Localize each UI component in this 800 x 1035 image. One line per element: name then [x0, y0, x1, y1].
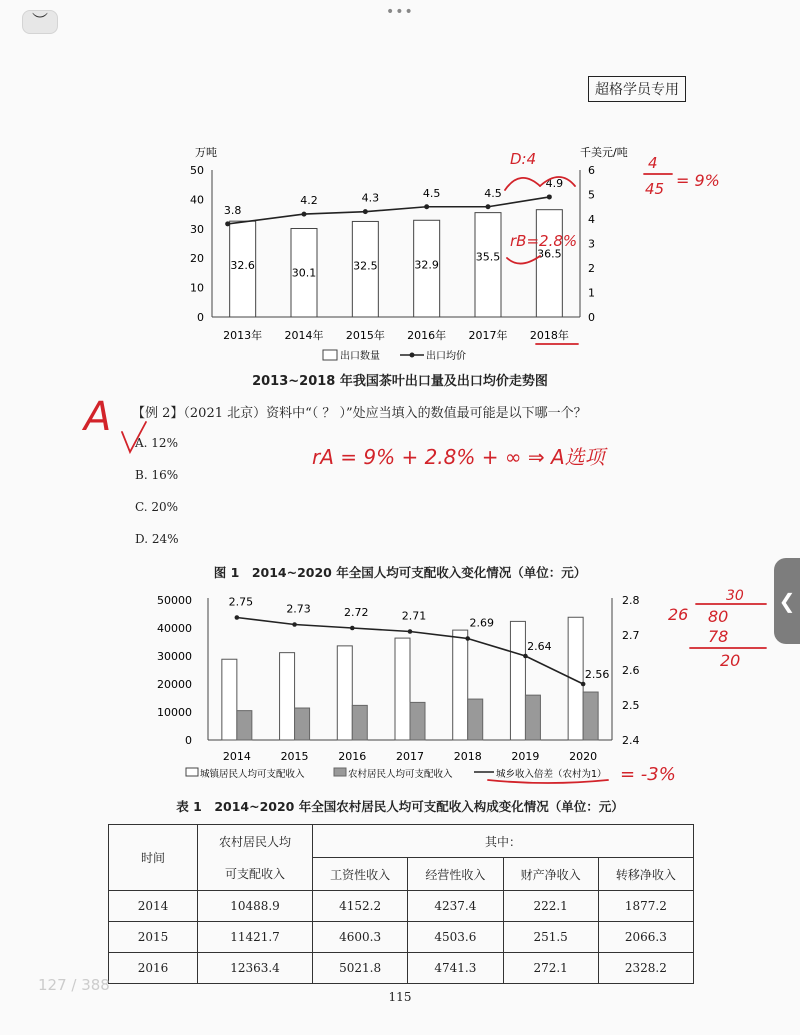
right-tick-label: 1 — [588, 286, 595, 300]
note-div-q: 30 — [726, 588, 744, 604]
note-div-s: 78 — [708, 627, 729, 646]
option-d[interactable]: D. 24% — [135, 532, 179, 546]
left-tick-label: 20 — [190, 252, 204, 266]
cell: 272.1 — [503, 953, 598, 984]
header-total-1: 农村居民人均 — [198, 825, 313, 858]
x-tick-label: 2018 — [453, 750, 482, 763]
x-tick-label: 2015 — [280, 750, 309, 763]
line-point — [424, 204, 429, 209]
bar-export-volume — [475, 213, 501, 317]
right-unit: 千美元/吨 — [580, 146, 628, 159]
cell: 4503.6 — [408, 922, 503, 953]
header-wage: 工资性收入 — [313, 858, 408, 891]
table-row — [109, 891, 694, 922]
left-unit: 万吨 — [195, 146, 217, 159]
page-counter: 127 / 388 — [38, 976, 110, 994]
chart1-caption: 2013~2018 年我国茶叶出口量及出口均价走势图 — [252, 374, 548, 389]
cell: 4237.4 — [408, 891, 503, 922]
line-value-label: 4.2 — [300, 194, 318, 208]
x-tick-label: 2020 — [569, 750, 598, 763]
header-transfer: 转移净收入 — [598, 858, 693, 891]
rural-income-table — [108, 824, 694, 984]
right-tick-label: 2.5 — [622, 699, 640, 712]
collapse-icon[interactable]: ︶ — [22, 10, 58, 34]
bar-value-label: 32.6 — [230, 259, 255, 273]
bar-export-volume — [536, 210, 562, 317]
x-tick-label: 2019 — [511, 750, 540, 763]
note-frac-num: 4 — [648, 154, 658, 172]
question-stem: 【例 2】（2021 北京）资料中“（ ？ ）”处应当填入的数值最可能是以下哪一个？ — [132, 406, 587, 421]
line-point — [363, 209, 368, 214]
note-d: D:4 — [510, 150, 537, 168]
left-tick-label: 30000 — [157, 650, 192, 663]
line-value-label: 2.64 — [527, 640, 552, 653]
bar-value-label: 36.5 — [537, 247, 562, 261]
legend-ratio-label: 城乡收入倍差（农村为1） — [496, 769, 607, 780]
brand-stamp: 超格学员专用 — [588, 76, 686, 102]
line-value-label: 4.5 — [484, 186, 502, 200]
note-div-r: 20 — [720, 651, 741, 670]
bar-value-label: 35.5 — [475, 250, 501, 264]
cell: 5021.8 — [313, 953, 408, 984]
cell: 2016 — [109, 953, 198, 984]
page-number: 115 — [388, 990, 412, 1004]
header-business: 经营性收入 — [408, 858, 503, 891]
x-tick-label: 2016 — [338, 750, 367, 763]
option-b[interactable]: B. 16% — [135, 468, 179, 482]
x-tick-label: 2017年 — [468, 329, 508, 342]
bar-value-label: 32.9 — [414, 258, 439, 272]
cell: 4600.3 — [313, 922, 408, 953]
line-value-label: 2.73 — [286, 602, 311, 616]
note-rb: rB=2.8% — [510, 232, 578, 250]
right-tick-label: 2.8 — [622, 594, 640, 607]
right-tick-label: 3 — [588, 237, 595, 251]
header-among: 其中： — [313, 825, 694, 858]
legend-bar-label: 出口数量 — [340, 351, 380, 362]
line-point — [225, 221, 230, 226]
note-answer: A — [84, 394, 112, 440]
x-tick-label: 2016年 — [407, 329, 447, 342]
left-tick-label: 50000 — [157, 594, 192, 607]
header-property: 财产净收入 — [503, 858, 598, 891]
option-a[interactable]: A. 12% — [135, 436, 178, 450]
x-tick-label: 2014年 — [284, 329, 324, 342]
line-value-label: 4.5 — [422, 186, 441, 200]
cell: 2014 — [109, 891, 198, 922]
legend-line-label: 出口均价 — [426, 351, 466, 362]
header-total-2: 可支配收入 — [198, 858, 313, 891]
cell: 222.1 — [503, 891, 598, 922]
line-point — [302, 212, 307, 217]
cell: 2015 — [109, 922, 198, 953]
line-point — [547, 194, 552, 199]
note-eq: = 9% — [676, 171, 720, 190]
x-tick-label: 2018年 — [529, 329, 569, 342]
table-row — [109, 953, 694, 984]
x-tick-label: 2017 — [396, 750, 424, 763]
bar-value-label: 32.5 — [353, 259, 378, 273]
side-panel-handle-icon[interactable]: ❮ — [774, 558, 800, 644]
line-point — [486, 204, 491, 209]
line-value-label: 4.9 — [545, 176, 564, 190]
legend-rural-label: 农村居民人均可支配收入 — [348, 769, 453, 780]
line-value-label: 4.3 — [361, 191, 380, 205]
right-tick-label: 2.7 — [622, 629, 640, 642]
left-tick-label: 30 — [190, 222, 204, 236]
right-tick-label: 4 — [588, 213, 595, 226]
left-tick-label: 40000 — [157, 622, 192, 635]
note-ra: rA = 9% + 2.8% + ∞ ⇒ A选项 — [312, 445, 605, 469]
right-tick-label: 2.4 — [622, 734, 640, 747]
left-tick-label: 0 — [197, 311, 204, 324]
note-frac-den: 45 — [645, 180, 665, 198]
line-value-label: 2.75 — [228, 595, 254, 609]
right-tick-label: 6 — [588, 164, 595, 177]
cell: 10488.9 — [198, 891, 313, 922]
x-tick-label: 2013年 — [223, 329, 263, 342]
right-tick-label: 5 — [588, 188, 595, 202]
cell: 11421.7 — [198, 922, 313, 953]
more-options-icon[interactable]: ••• — [386, 4, 414, 20]
left-tick-label: 20000 — [157, 678, 192, 691]
line-value-label: 2.72 — [344, 606, 369, 619]
note-div-l: 26 — [668, 605, 689, 624]
left-tick-label: 50 — [190, 164, 204, 177]
cell: 251.5 — [503, 922, 598, 953]
cell: 4152.2 — [313, 891, 408, 922]
line-value-label: 2.69 — [469, 616, 494, 630]
left-tick-label: 10000 — [157, 706, 192, 719]
chart2-caption: 图 1 2014~2020 年全国人均可支配收入变化情况（单位：元） — [213, 565, 587, 580]
bar-value-label: 30.1 — [291, 266, 317, 280]
right-tick-label: 2 — [588, 262, 595, 275]
cell: 4741.3 — [408, 953, 503, 984]
cell: 2328.2 — [598, 953, 693, 984]
header-time: 时间 — [109, 825, 198, 891]
right-tick-label: 2.6 — [622, 664, 640, 677]
cell: 12363.4 — [198, 953, 313, 984]
x-tick-label: 2014 — [222, 750, 251, 763]
left-tick-label: 10 — [190, 281, 204, 295]
cell: 1877.2 — [598, 891, 693, 922]
left-tick-label: 40 — [190, 193, 204, 207]
line-value-label: 2.56 — [584, 668, 610, 681]
line-value-label: 3.8 — [223, 203, 242, 217]
option-c[interactable]: C. 20% — [135, 500, 179, 514]
right-tick-label: 0 — [588, 311, 595, 324]
table-row — [109, 922, 694, 953]
cell: 2066.3 — [598, 922, 693, 953]
left-tick-label: 0 — [185, 734, 192, 747]
x-tick-label: 2015年 — [345, 329, 385, 342]
table-caption: 表 1 2014~2020 年全国农村居民人均可支配收入构成变化情况（单位：元） — [176, 799, 624, 814]
line-value-label: 2.71 — [401, 609, 427, 623]
legend-urban-label: 城镇居民人均可支配收入 — [200, 769, 305, 780]
note-div-n: 80 — [708, 607, 729, 626]
note-r2: = -3% — [620, 764, 676, 785]
legend-bar-swatch — [323, 350, 337, 360]
legend-line-marker — [410, 353, 415, 358]
